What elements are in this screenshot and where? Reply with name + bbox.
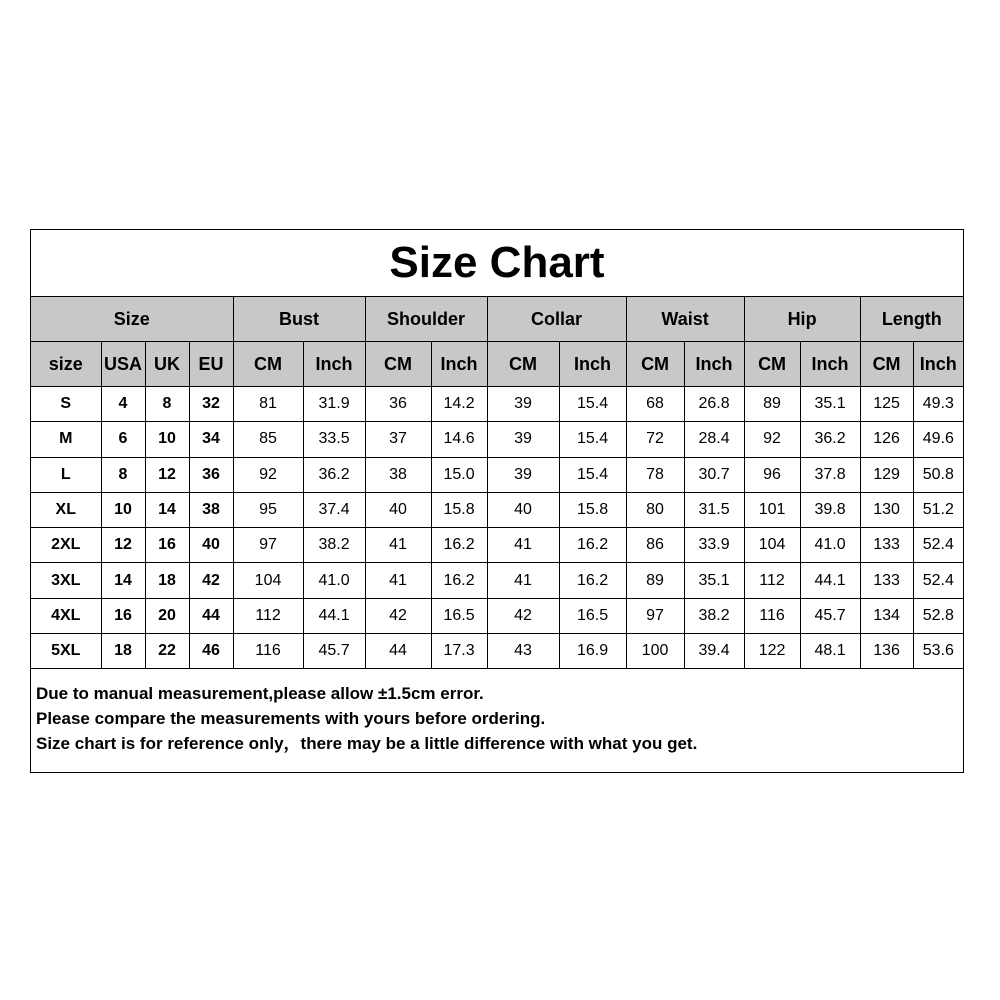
table-cell: 126 [860, 422, 913, 457]
table-cell: 38 [189, 492, 233, 527]
table-cell: 16.2 [431, 528, 487, 563]
table-cell: 14 [145, 492, 189, 527]
table-cell: 40 [487, 492, 559, 527]
table-cell: 125 [860, 387, 913, 422]
table-cell: 52.4 [913, 563, 963, 598]
table-cell: 34 [189, 422, 233, 457]
column-header: Inch [559, 342, 626, 387]
table-row [31, 492, 963, 527]
table-cell: 14.2 [431, 387, 487, 422]
table-cell: 10 [145, 422, 189, 457]
table-cell: 130 [860, 492, 913, 527]
table-cell: 16.2 [559, 528, 626, 563]
group-header: Length [860, 297, 963, 342]
column-header: Inch [800, 342, 860, 387]
table-cell: 15.8 [559, 492, 626, 527]
column-header: CM [626, 342, 684, 387]
table-cell: 37.8 [800, 457, 860, 492]
table-cell: 52.4 [913, 528, 963, 563]
table-cell: 89 [744, 387, 800, 422]
table-cell: 97 [626, 598, 684, 633]
table-cell: 46 [189, 634, 233, 669]
table-cell: 40 [189, 528, 233, 563]
table-cell: 36 [365, 387, 431, 422]
table-cell: 101 [744, 492, 800, 527]
column-header: Inch [913, 342, 963, 387]
table-cell: 16 [145, 528, 189, 563]
table-cell: 12 [101, 528, 145, 563]
table-cell: 18 [145, 563, 189, 598]
table-cell: 16 [101, 598, 145, 633]
size-label-cell: 2XL [31, 528, 101, 563]
table-cell: 20 [145, 598, 189, 633]
table-cell: 53.6 [913, 634, 963, 669]
table-cell: 89 [626, 563, 684, 598]
table-cell: 8 [145, 387, 189, 422]
table-cell: 81 [233, 387, 303, 422]
table-cell: 78 [626, 457, 684, 492]
group-header: Size [31, 297, 233, 342]
table-cell: 31.5 [684, 492, 744, 527]
table-row [31, 634, 963, 669]
table-cell: 28.4 [684, 422, 744, 457]
column-header: EU [189, 342, 233, 387]
table-cell: 133 [860, 528, 913, 563]
size-table-body [31, 387, 963, 669]
size-label-cell: XL [31, 492, 101, 527]
column-header: size [31, 342, 101, 387]
table-cell: 17.3 [431, 634, 487, 669]
table-cell: 50.8 [913, 457, 963, 492]
table-cell: 31.9 [303, 387, 365, 422]
table-cell: 16.5 [431, 598, 487, 633]
note-line: Size chart is for reference only，there may be a little difference with what you get. [36, 734, 698, 754]
table-cell: 44 [189, 598, 233, 633]
table-cell: 15.8 [431, 492, 487, 527]
table-cell: 45.7 [303, 634, 365, 669]
table-cell: 41 [365, 528, 431, 563]
size-label-cell: 3XL [31, 563, 101, 598]
table-cell: 44 [365, 634, 431, 669]
table-row [31, 422, 963, 457]
table-cell: 38.2 [303, 528, 365, 563]
table-cell: 16.5 [559, 598, 626, 633]
column-header: CM [487, 342, 559, 387]
table-cell: 122 [744, 634, 800, 669]
table-cell: 8 [101, 457, 145, 492]
note-line: Due to manual measurement,please allow ±1.5cm error. [36, 684, 484, 704]
table-cell: 15.4 [559, 457, 626, 492]
table-cell: 36 [189, 457, 233, 492]
table-cell: 48.1 [800, 634, 860, 669]
notes [31, 669, 963, 756]
table-cell: 52.8 [913, 598, 963, 633]
table-cell: 37 [365, 422, 431, 457]
chart-title: Size Chart [31, 230, 963, 297]
table-cell: 16.9 [559, 634, 626, 669]
column-header: CM [233, 342, 303, 387]
table-cell: 41 [365, 563, 431, 598]
table-cell: 6 [101, 422, 145, 457]
table-cell: 72 [626, 422, 684, 457]
table-cell: 80 [626, 492, 684, 527]
table-cell: 112 [744, 563, 800, 598]
table-cell: 4 [101, 387, 145, 422]
table-cell: 42 [365, 598, 431, 633]
column-header: CM [744, 342, 800, 387]
table-cell: 134 [860, 598, 913, 633]
table-cell: 41 [487, 528, 559, 563]
table-cell: 51.2 [913, 492, 963, 527]
table-cell: 15.0 [431, 457, 487, 492]
table-cell: 39.4 [684, 634, 744, 669]
table-cell: 38 [365, 457, 431, 492]
table-cell: 10 [101, 492, 145, 527]
table-cell: 42 [487, 598, 559, 633]
table-cell: 39 [487, 422, 559, 457]
table-cell: 136 [860, 634, 913, 669]
table-cell: 39.8 [800, 492, 860, 527]
column-header: Inch [303, 342, 365, 387]
group-header: Hip [744, 297, 860, 342]
table-row [31, 457, 963, 492]
sub-header-row [31, 342, 963, 387]
table-cell: 14 [101, 563, 145, 598]
column-header: USA [101, 342, 145, 387]
table-cell: 104 [744, 528, 800, 563]
size-label-cell: 5XL [31, 634, 101, 669]
table-cell: 14.6 [431, 422, 487, 457]
table-cell: 86 [626, 528, 684, 563]
size-chart [30, 229, 964, 773]
size-label-cell: 4XL [31, 598, 101, 633]
table-row [31, 598, 963, 633]
size-label-cell: S [31, 387, 101, 422]
table-cell: 35.1 [684, 563, 744, 598]
column-header: CM [365, 342, 431, 387]
table-cell: 116 [233, 634, 303, 669]
table-cell: 44.1 [800, 563, 860, 598]
column-header: UK [145, 342, 189, 387]
table-row [31, 563, 963, 598]
table-cell: 100 [626, 634, 684, 669]
table-cell: 41 [487, 563, 559, 598]
table-cell: 15.4 [559, 422, 626, 457]
group-header: Bust [233, 297, 365, 342]
size-table [31, 297, 963, 669]
column-header: Inch [431, 342, 487, 387]
group-header: Waist [626, 297, 744, 342]
table-cell: 92 [233, 457, 303, 492]
table-cell: 95 [233, 492, 303, 527]
table-cell: 133 [860, 563, 913, 598]
table-cell: 49.6 [913, 422, 963, 457]
table-cell: 39 [487, 457, 559, 492]
table-cell: 30.7 [684, 457, 744, 492]
table-cell: 45.7 [800, 598, 860, 633]
table-cell: 26.8 [684, 387, 744, 422]
table-cell: 41.0 [800, 528, 860, 563]
table-cell: 33.5 [303, 422, 365, 457]
group-header-row [31, 297, 963, 342]
table-cell: 43 [487, 634, 559, 669]
table-cell: 36.2 [800, 422, 860, 457]
table-cell: 112 [233, 598, 303, 633]
table-cell: 42 [189, 563, 233, 598]
table-cell: 12 [145, 457, 189, 492]
table-cell: 92 [744, 422, 800, 457]
table-cell: 32 [189, 387, 233, 422]
size-label-cell: M [31, 422, 101, 457]
table-cell: 116 [744, 598, 800, 633]
table-cell: 22 [145, 634, 189, 669]
table-cell: 85 [233, 422, 303, 457]
table-row [31, 528, 963, 563]
table-cell: 44.1 [303, 598, 365, 633]
group-header: Collar [487, 297, 626, 342]
table-cell: 16.2 [431, 563, 487, 598]
group-header: Shoulder [365, 297, 487, 342]
table-cell: 96 [744, 457, 800, 492]
table-cell: 97 [233, 528, 303, 563]
table-cell: 15.4 [559, 387, 626, 422]
table-row [31, 387, 963, 422]
column-header: CM [860, 342, 913, 387]
size-label-cell: L [31, 457, 101, 492]
note-line: Please compare the measurements with yours before ordering. [36, 709, 546, 729]
table-cell: 68 [626, 387, 684, 422]
table-cell: 40 [365, 492, 431, 527]
table-cell: 104 [233, 563, 303, 598]
table-cell: 129 [860, 457, 913, 492]
table-cell: 33.9 [684, 528, 744, 563]
table-cell: 49.3 [913, 387, 963, 422]
table-cell: 39 [487, 387, 559, 422]
column-header: Inch [684, 342, 744, 387]
table-cell: 36.2 [303, 457, 365, 492]
table-cell: 38.2 [684, 598, 744, 633]
table-cell: 37.4 [303, 492, 365, 527]
table-cell: 18 [101, 634, 145, 669]
table-cell: 35.1 [800, 387, 860, 422]
table-cell: 41.0 [303, 563, 365, 598]
table-cell: 16.2 [559, 563, 626, 598]
